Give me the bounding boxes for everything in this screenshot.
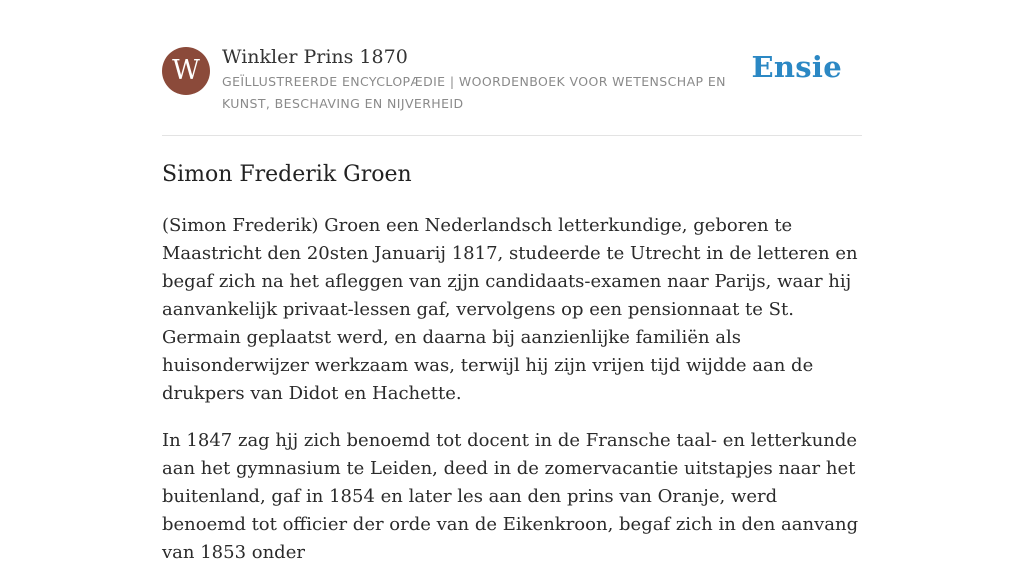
article-paragraph: In 1847 zag hjj zich benoemd tot docent in de Fransche taal- en letterkunde aan het gymnasium te Leiden, deed in de zomervacantie uitstapjes naar het buitenland, gaf in 1854 en later les aan den prins van Oranje, werd benoemd tot officier der orde van de Eikenkroon, begaf zich in den aanvang van 1853 onder — [162, 430, 859, 563]
source-subtitle: GEÏLLUSTREERDE ENCYCLOPÆDIE | WOORDENBOEK VOOR WETENSCHAP EN KUNST, BESCHAVING EN NIJVERHEID — [222, 74, 726, 111]
source-info — [222, 44, 752, 115]
article-title: Simon Frederik Groen — [162, 162, 412, 187]
article-paragraph: (Simon Frederik) Groen een Nederlandsch letterkundige, geboren te Maastricht den 20sten Januarij 1817, studeerde te Utrecht in de letteren en begaf zich na het afleggen van zjjn candidaats-examen naar Parijs, waar hij aanvankelijk privaat-lessen gaf, vervolgens op een pensionnaat te St. Germain geplaatst werd, en daarna bij aanzienlijke familiën als huisonderwijzer werkzaam was, terwijl hij zijn vrijen tijd wijdde aan de drukpers van Didot en Hachette. — [162, 215, 858, 404]
source-header — [162, 44, 862, 136]
source-avatar[interactable]: W — [162, 47, 210, 95]
ensie-logo[interactable]: Ensie — [751, 50, 842, 84]
source-title[interactable]: Winkler Prins 1870 — [222, 46, 408, 68]
article-body — [162, 212, 866, 586]
